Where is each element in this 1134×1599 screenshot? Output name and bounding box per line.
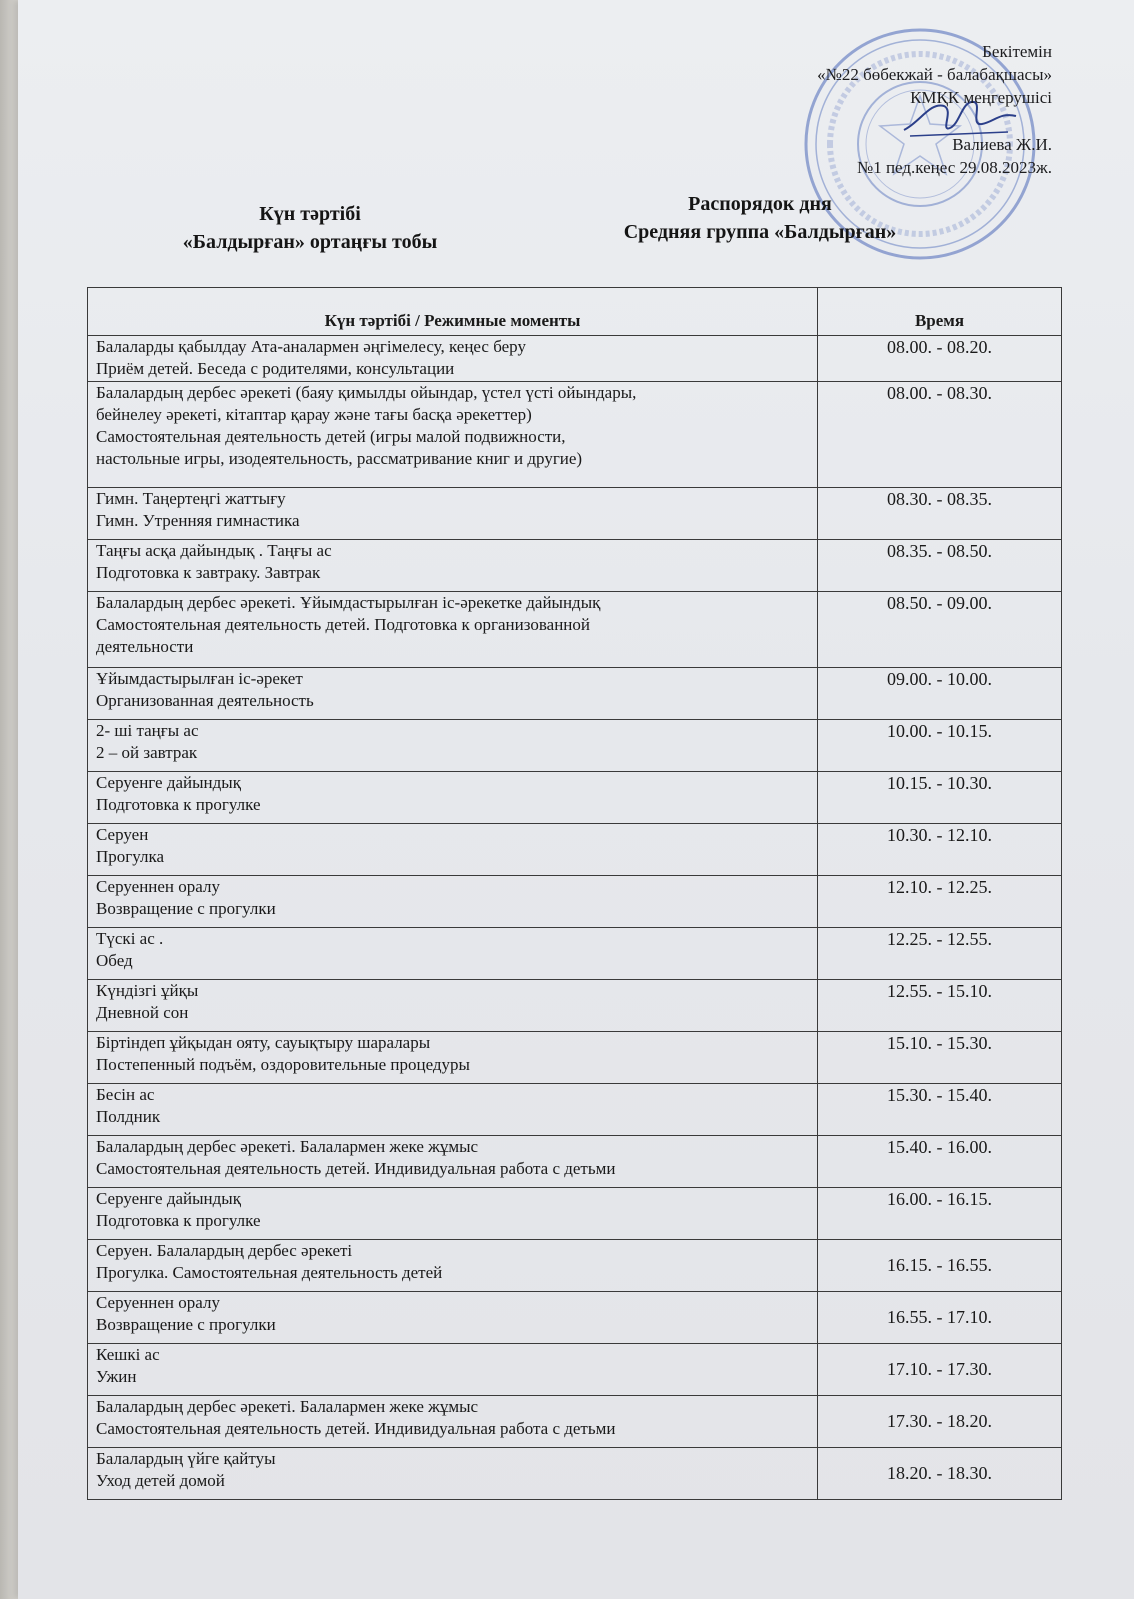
activity-cell	[88, 540, 818, 592]
time-cell: 12.25. - 12.55.	[818, 928, 1062, 980]
table-header-row	[88, 288, 1062, 336]
activity-cell	[88, 1240, 818, 1292]
activity-line: Подготовка к прогулке	[96, 1211, 261, 1230]
table-row	[88, 1136, 1062, 1188]
time-cell: 08.00. - 08.30.	[818, 382, 1062, 488]
activity-line: Прогулка	[96, 847, 165, 866]
activity-line: Постепенный подъём, оздоровительные процедуры	[96, 1055, 470, 1074]
table-row	[88, 1084, 1062, 1136]
activity-line: Түскі ас .	[96, 929, 164, 948]
table-row	[88, 1396, 1062, 1448]
activity-line: Серуенге дайындық	[96, 1189, 241, 1208]
activity-cell	[88, 876, 818, 928]
activity-line: Серуен	[96, 825, 149, 844]
time-cell: 18.20. - 18.30.	[818, 1448, 1062, 1500]
time-cell: 09.00. - 10.00.	[818, 668, 1062, 720]
activity-line: Приём детей. Беседа с родителями, консультации	[96, 359, 455, 378]
title-ru-line1: Распорядок дня	[688, 193, 832, 215]
table-row	[88, 336, 1062, 382]
activity-line: Самостоятельная деятельность детей. Индивидуальная работа с детьми	[96, 1419, 616, 1438]
activity-line: деятельности	[96, 637, 194, 656]
activity-line: Возвращение с прогулки	[96, 1315, 276, 1334]
table-row	[88, 980, 1062, 1032]
activity-line: Балалардың дербес әрекеті. Балалармен жеке жұмыс	[96, 1397, 479, 1416]
table-row	[88, 668, 1062, 720]
activity-line: Балалардың үйге қайтуы	[96, 1449, 276, 1468]
activity-line: Гимн. Таңертеңгі жаттығу	[96, 489, 286, 508]
table-row	[88, 1240, 1062, 1292]
activity-line: Гимн. Утренняя гимнастика	[96, 511, 300, 530]
activity-line: 2- ші таңғы ас	[96, 721, 199, 740]
table-row	[88, 772, 1062, 824]
time-cell: 15.10. - 15.30.	[818, 1032, 1062, 1084]
activity-line: Балалардың дербес әрекеті. Ұйымдастырылған іс-әрекетке дайындық	[96, 593, 601, 612]
table-row	[88, 1188, 1062, 1240]
table-row	[88, 720, 1062, 772]
approval-block	[817, 40, 1052, 179]
activity-cell	[88, 668, 818, 720]
activity-line: Подготовка к завтраку. Завтрак	[96, 563, 321, 582]
table-row	[88, 1344, 1062, 1396]
approval-line: №1 пед.кеңес 29.08.2023ж.	[856, 158, 1052, 177]
approval-line: КМҚК меңгерушісі	[910, 88, 1052, 107]
time-cell: 17.10. - 17.30.	[818, 1344, 1062, 1396]
time-cell: 17.30. - 18.20.	[818, 1396, 1062, 1448]
activity-line: Самостоятельная деятельность детей. Индивидуальная работа с детьми	[96, 1159, 616, 1178]
table-row	[88, 540, 1062, 592]
activity-line: Серуеннен оралу	[96, 1293, 220, 1312]
activity-line: Серуеннен оралу	[96, 877, 220, 896]
title-ru-line2: Средняя группа «Балдырған»	[623, 221, 897, 243]
header-time: Время	[818, 288, 1062, 336]
time-cell: 16.15. - 16.55.	[818, 1240, 1062, 1292]
title-kz-line2: «Балдырған» ортаңғы тобы	[182, 231, 438, 253]
time-cell: 16.00. - 16.15.	[818, 1188, 1062, 1240]
activity-line: Организованная деятельность	[96, 691, 314, 710]
activity-line: Бесін ас	[96, 1085, 155, 1104]
activity-cell	[88, 1396, 818, 1448]
activity-line: Балалардың дербес әрекеті (баяу қимылды ойындар, үстел үсті ойындары,	[96, 383, 637, 402]
approval-line: Валиева Ж.И.	[952, 135, 1052, 154]
time-cell: 15.30. - 15.40.	[818, 1084, 1062, 1136]
table-row	[88, 1448, 1062, 1500]
activity-cell	[88, 592, 818, 668]
activity-cell	[88, 1084, 818, 1136]
activity-line: Балалардың дербес әрекеті. Балалармен жеке жұмыс	[96, 1137, 479, 1156]
title-kz-line1: Күн тәртібі	[259, 203, 361, 225]
activity-line: Серуенге дайындық	[96, 773, 241, 792]
approval-line: «№22 бөбекжай - балабақшасы»	[817, 65, 1052, 84]
activity-cell	[88, 824, 818, 876]
schedule-body	[88, 336, 1062, 1500]
activity-line: настольные игры, изодеятельность, рассматривание книг и другие)	[96, 449, 583, 468]
activity-cell	[88, 1188, 818, 1240]
activity-line: Полдник	[96, 1107, 161, 1126]
time-cell: 10.30. - 12.10.	[818, 824, 1062, 876]
schedule-table	[87, 287, 1062, 1500]
activity-cell	[88, 1344, 818, 1396]
title-kazakh	[130, 200, 490, 256]
time-cell: 08.30. - 08.35.	[818, 488, 1062, 540]
time-cell: 15.40. - 16.00.	[818, 1136, 1062, 1188]
activity-cell	[88, 1032, 818, 1084]
activity-line: Ұйымдастырылған іс-әрекет	[96, 669, 303, 688]
activity-line: Балаларды қабылдау Ата-аналармен әңгімелесу, кеңес беру	[96, 337, 526, 356]
time-cell: 10.00. - 10.15.	[818, 720, 1062, 772]
activity-line: Кешкі ас	[96, 1345, 160, 1364]
table-row	[88, 382, 1062, 488]
activity-cell	[88, 928, 818, 980]
activity-line: Обед	[96, 951, 133, 970]
table-row	[88, 876, 1062, 928]
activity-cell	[88, 336, 818, 382]
activity-cell	[88, 488, 818, 540]
table-row	[88, 824, 1062, 876]
activity-line: бейнелеу әрекеті, кітаптар қарау және тағы басқа әрекеттер)	[96, 405, 532, 424]
activity-cell	[88, 1136, 818, 1188]
activity-cell	[88, 720, 818, 772]
activity-cell	[88, 1448, 818, 1500]
approval-line: Бекітемін	[982, 42, 1052, 61]
activity-cell	[88, 772, 818, 824]
activity-line: Ужин	[96, 1367, 137, 1386]
activity-line: Подготовка к прогулке	[96, 795, 261, 814]
activity-line: Возвращение с прогулки	[96, 899, 276, 918]
table-row	[88, 488, 1062, 540]
activity-line: Серуен. Балалардың дербес әрекеті	[96, 1241, 353, 1260]
time-cell: 12.55. - 15.10.	[818, 980, 1062, 1032]
activity-line: Уход детей домой	[96, 1471, 225, 1490]
time-cell: 12.10. - 12.25.	[818, 876, 1062, 928]
table-row	[88, 928, 1062, 980]
activity-cell	[88, 980, 818, 1032]
table-row	[88, 1032, 1062, 1084]
time-cell: 16.55. - 17.10.	[818, 1292, 1062, 1344]
time-cell: 08.00. - 08.20.	[818, 336, 1062, 382]
activity-cell	[88, 382, 818, 488]
activity-cell	[88, 1292, 818, 1344]
activity-line: 2 – ой завтрак	[96, 743, 198, 762]
header-activity: Күн тәртібі / Режимные моменты	[88, 288, 818, 336]
activity-line: Дневной сон	[96, 1003, 189, 1022]
activity-line: Күндізгі ұйқы	[96, 981, 199, 1000]
time-cell: 08.35. - 08.50.	[818, 540, 1062, 592]
activity-line: Самостоятельная деятельность детей. Подготовка к организованной	[96, 615, 590, 634]
activity-line: Біртіндеп ұйқыдан ояту, сауықтыру шаралары	[96, 1033, 431, 1052]
table-row	[88, 1292, 1062, 1344]
activity-line: Таңғы асқа дайындық . Таңғы ас	[96, 541, 332, 560]
title-russian	[560, 190, 960, 246]
table-row	[88, 592, 1062, 668]
page-edge	[0, 0, 18, 1599]
time-cell: 08.50. - 09.00.	[818, 592, 1062, 668]
activity-line: Прогулка. Самостоятельная деятельность детей	[96, 1263, 443, 1282]
activity-line: Самостоятельная деятельность детей (игры малой подвижности,	[96, 427, 566, 446]
time-cell: 10.15. - 10.30.	[818, 772, 1062, 824]
